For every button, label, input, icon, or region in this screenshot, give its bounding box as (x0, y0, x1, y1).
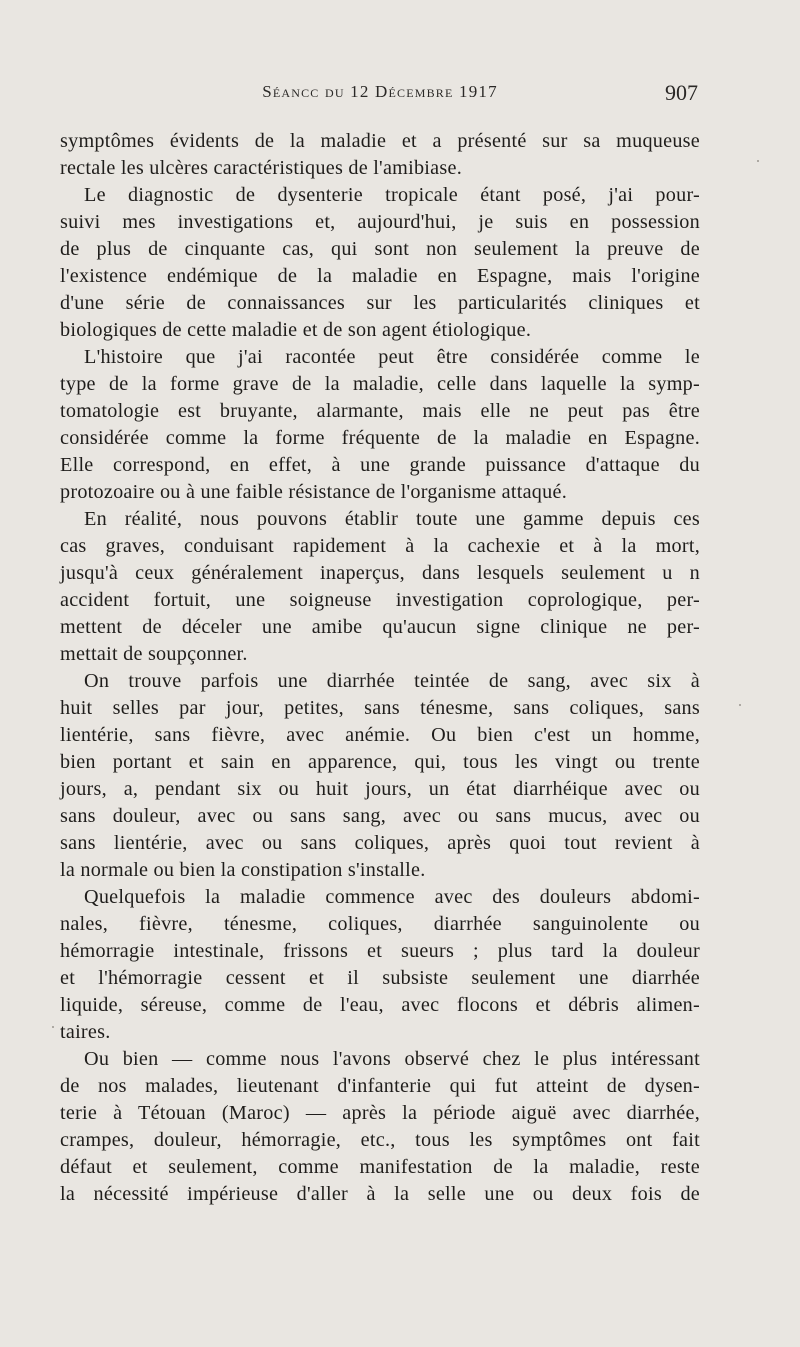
text-line: et l'hémorragie cessent et il subsiste seulement une diarrhée (60, 967, 700, 989)
text-line: bien portant et sain en apparence, qui, tous les vingt ou trente (60, 751, 700, 773)
text-line: crampes, douleur, hémorragie, etc., tous les symptômes ont fait (60, 1129, 700, 1151)
text-line: d'une série de connaissances sur les particularités cliniques et (60, 292, 700, 314)
running-head (60, 82, 700, 112)
page-number: 907 (665, 80, 698, 105)
text-line: symptômes évidents de la maladie et a présenté sur sa muqueuse (60, 130, 700, 152)
text-line: huit selles par jour, petites, sans ténesme, sans coliques, sans (60, 697, 700, 719)
text-line: nales, fièvre, ténesme, coliques, diarrhée sanguinolente ou (60, 913, 700, 935)
text-line: lientérie, sans fièvre, avec anémie. Ou bien c'est un homme, (60, 724, 700, 746)
text-line: Elle correspond, en effet, à une grande puissance d'attaque du (60, 454, 700, 476)
text-line: terie à Tétouan (Maroc) — après la période aiguë avec diarrhée, (60, 1102, 700, 1124)
text-line: type de la forme grave de la maladie, celle dans laquelle la symp- (60, 373, 700, 395)
paper-speck (739, 704, 741, 706)
text-line: hémorragie intestinale, frissons et sueurs ; plus tard la douleur (60, 940, 700, 962)
text-line: sans lientérie, avec ou sans coliques, après quoi tout revient à (60, 832, 700, 854)
text-line: En réalité, nous pouvons établir toute une gamme depuis ces (84, 508, 700, 530)
text-line: défaut et seulement, comme manifestation de la maladie, reste (60, 1156, 700, 1178)
text-line: jusqu'à ceux généralement inaperçus, dans lesquels seulement u n (60, 562, 700, 584)
text-line: L'histoire que j'ai racontée peut être considérée comme le (84, 346, 700, 368)
text-line: de nos malades, lieutenant d'infanterie qui fut atteint de dysen- (60, 1075, 700, 1097)
text-line: suivi mes investigations et, aujourd'hui, je suis en possession (60, 211, 700, 233)
text-line: Le diagnostic de dysenterie tropicale étant posé, j'ai pour- (84, 184, 700, 206)
text-line: On trouve parfois une diarrhée teintée de sang, avec six à (84, 670, 700, 692)
text-line: considérée comme la forme fréquente de la maladie en Espagne. (60, 427, 700, 449)
text-line: mettent de déceler une amibe qu'aucun signe clinique ne per- (60, 616, 700, 638)
text-line: cas graves, conduisant rapidement à la cachexie et à la mort, (60, 535, 700, 557)
text-line: la normale ou bien la constipation s'installe. (60, 859, 426, 881)
text-line: mettait de soupçonner. (60, 643, 248, 665)
text-line: tomatologie est bruyante, alarmante, mais elle ne peut pas être (60, 400, 700, 422)
text-line: la nécessité impérieuse d'aller à la selle une ou deux fois de (60, 1183, 700, 1205)
running-title: Séancc du 12 Décembre 1917 (262, 82, 498, 101)
paper-speck (757, 160, 759, 162)
text-line: liquide, séreuse, comme de l'eau, avec flocons et débris alimen- (60, 994, 700, 1016)
text-line: sans douleur, avec ou sans sang, avec ou sans mucus, avec ou (60, 805, 700, 827)
text-line: l'existence endémique de la maladie en Espagne, mais l'origine (60, 265, 700, 287)
text-line: jours, a, pendant six ou huit jours, un état diarrhéique avec ou (60, 778, 700, 800)
text-line: rectale les ulcères caractéristiques de l'amibiase. (60, 157, 462, 179)
body-text (60, 128, 700, 1208)
text-line: biologiques de cette maladie et de son agent étiologique. (60, 319, 532, 341)
text-line: protozoaire ou à une faible résistance de l'organisme attaqué. (60, 481, 567, 503)
text-line: de plus de cinquante cas, qui sont non seulement la preuve de (60, 238, 700, 260)
text-line: Quelquefois la maladie commence avec des douleurs abdomi- (84, 886, 700, 908)
paper-speck (52, 1026, 54, 1028)
text-line: Ou bien — comme nous l'avons observé chez le plus intéressant (84, 1048, 700, 1070)
text-line: taires. (60, 1021, 111, 1043)
text-line: accident fortuit, une soigneuse investigation coprologique, per- (60, 589, 700, 611)
